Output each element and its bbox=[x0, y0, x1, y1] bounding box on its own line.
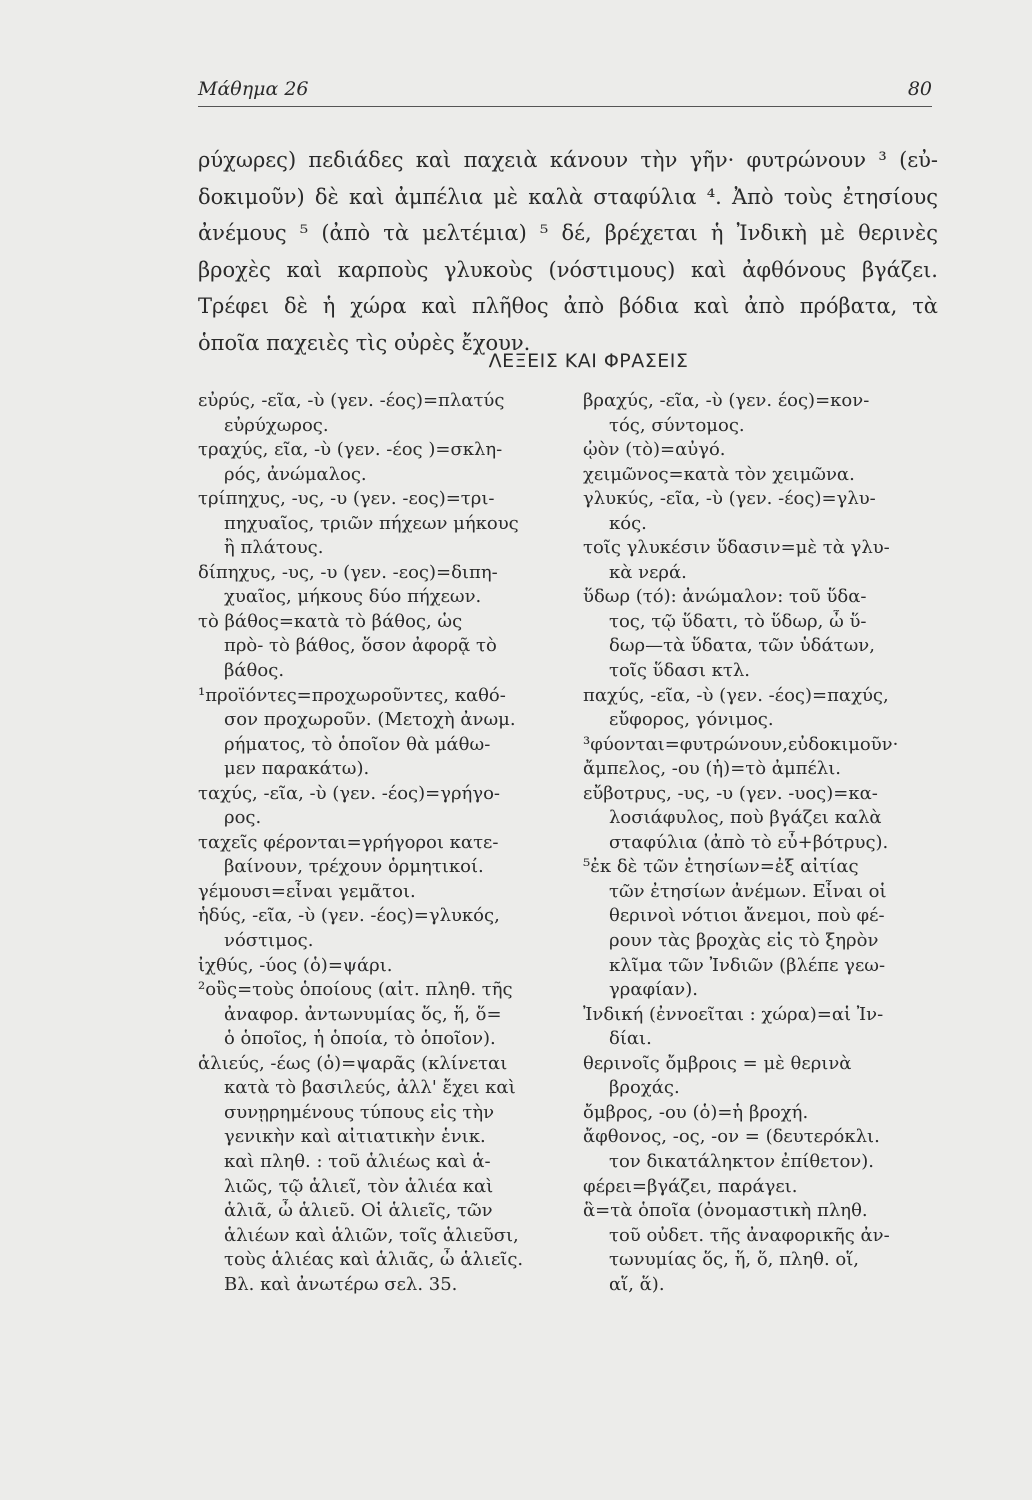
vocabulary-line: τοῖς γλυκέσιν ὕδασιν=μὲ τὰ γλυ- bbox=[583, 537, 890, 559]
vocabulary-line: Ἰνδική (ἐννοεῖται : χώρα)=αἱ Ἰν- bbox=[583, 1003, 884, 1025]
vocabulary-line: ρός, ἀνώμαλος. bbox=[224, 463, 367, 485]
vocabulary-line: αἵ, ἅ). bbox=[609, 1273, 665, 1295]
vocabulary-line: εὐρύχωρος. bbox=[224, 414, 329, 436]
vocabulary-line: ³φύονται=φυτρώνουν,εὐδοκιμοῦν· bbox=[583, 733, 899, 755]
vocabulary-line: τὸ βάθος=κατὰ τὸ βάθος, ὡς bbox=[198, 610, 463, 632]
vocabulary-line: εὐρύς, -εῖα, -ὺ (γεν. -έος)=πλατύς bbox=[198, 390, 505, 411]
intro-line: βροχὲς καὶ καρποὺς γλυκοὺς (νόστιμους) καὶ ἀφθόνους βγάζει. bbox=[198, 257, 938, 282]
vocabulary-line: ἢ πλάτους. bbox=[224, 537, 324, 559]
vocabulary-line: τωνυμίας ὅς, ἥ, ὅ, πληθ. οἵ, bbox=[609, 1249, 860, 1271]
vocabulary-line: ρος. bbox=[224, 807, 262, 829]
vocabulary-line: εὔβοτρυς, -υς, -υ (γεν. -υος)=κα- bbox=[583, 782, 878, 804]
vocabulary-line: βάθος. bbox=[224, 660, 285, 682]
vocabulary-line: Βλ. καὶ ἀνωτέρω σελ. 35. bbox=[224, 1273, 458, 1295]
vocabulary-line: κλῖμα τῶν Ἰνδιῶν (βλέπε γεω- bbox=[609, 954, 886, 976]
vocabulary-line: ἁλιᾶ, ὦ ἁλιεῦ. Οἱ ἁλιεῖς, τῶν bbox=[224, 1200, 493, 1222]
vocabulary-line: εὔφορος, γόνιμος. bbox=[609, 709, 774, 731]
vocabulary-line: μεν παρακάτω). bbox=[224, 758, 370, 780]
vocabulary-line: ταχεῖς φέρονται=γρήγοροι κατε- bbox=[198, 831, 499, 853]
vocabulary-line: γέμουσι=εἶναι γεμᾶτοι. bbox=[198, 880, 416, 902]
vocabulary-line: χυαῖος, μήκους δύο πήχεων. bbox=[224, 586, 482, 608]
vocabulary-line: θερινοὶ νότιοι ἄνεμοι, ποὺ φέ- bbox=[609, 905, 885, 927]
vocabulary-line: ἄμπελος, -ου (ἡ)=τὸ ἀμπέλι. bbox=[583, 758, 841, 780]
page-number: 80 bbox=[907, 78, 932, 100]
vocabulary-line: χειμῶνος=κατὰ τὸν χειμῶνα. bbox=[583, 463, 855, 485]
vocabulary-line: ²οὓς=τοὺς ὁποίους (αἰτ. πληθ. τῆς bbox=[198, 979, 513, 1001]
vocabulary-line: ἁλιεύς, -έως (ὁ)=ψαρᾶς (κλίνεται bbox=[198, 1052, 508, 1074]
vocabulary-line: δίαι. bbox=[609, 1028, 652, 1050]
vocabulary-line: πηχυαῖος, τριῶν πήχεων μήκους bbox=[224, 512, 519, 534]
vocabulary-line: ὄμβρος, -ου (ὁ)=ἡ βροχή. bbox=[583, 1101, 809, 1123]
vocabulary-line: καὶ πληθ. : τοῦ ἁλιέως καὶ ἁ- bbox=[224, 1150, 491, 1172]
vocabulary-line: γραφίαν). bbox=[609, 979, 698, 1001]
vocabulary-line: τραχύς, εῖα, -ὺ (γεν. -έος )=σκλη- bbox=[198, 439, 503, 461]
vocabulary-line: φέρει=βγάζει, παράγει. bbox=[583, 1175, 798, 1197]
vocabulary-line: σταφύλια (ἀπὸ τὸ εὖ+βότρυς). bbox=[609, 831, 889, 853]
vocabulary-line: βαίνουν, τρέχουν ὁρμητικοί. bbox=[224, 856, 484, 878]
header-rule bbox=[198, 106, 932, 107]
vocabulary-line: ἁλιέων καὶ ἁλιῶν, τοῖς ἁλιεῦσι, bbox=[224, 1224, 519, 1246]
vocabulary-line: δωρ—τὰ ὕδατα, τῶν ὑδάτων, bbox=[609, 635, 875, 657]
vocabulary-line: ρουν τὰς βροχὰς εἰς τὸ ξηρὸν bbox=[609, 930, 879, 952]
vocabulary-line: γλυκύς, -εῖα, -ὺ (γεν. -έος)=γλυ- bbox=[583, 488, 876, 510]
intro-line: Τρέφει δὲ ἡ χώρα καὶ πλῆθος ἀπὸ βόδια καὶ ἀπὸ πρόβατα, τὰ bbox=[198, 294, 938, 318]
intro-paragraph bbox=[198, 142, 938, 361]
intro-line: δοκιμοῦν) δὲ καὶ ἀμπέλια μὲ καλὰ σταφύλια ⁴. Ἀπὸ τοὺς ἐτησίους bbox=[198, 184, 938, 209]
vocabulary-line: γενικὴν καὶ αἰτιατικὴν ἑνικ. bbox=[224, 1126, 486, 1148]
vocabulary-line: πρὸ- τὸ βάθος, ὅσον ἀφορᾷ τὸ bbox=[224, 635, 497, 657]
section-title: ΛΕΞΕΙΣ ΚΑΙ ΦΡΑΣΕΙΣ bbox=[488, 350, 689, 372]
vocabulary-line: θερινοῖς ὄμβροις = μὲ θερινὰ bbox=[583, 1052, 852, 1074]
vocabulary-line: σον προχωροῦν. (Μετοχὴ ἀνωμ. bbox=[224, 709, 516, 731]
page-header bbox=[198, 78, 932, 108]
intro-line: ἀνέμους ⁵ (ἀπὸ τὰ μελτέμια) ⁵ δέ, βρέχεται ἡ Ἰνδικὴ μὲ θερινὲς bbox=[198, 221, 938, 245]
vocabulary-line: τον δικατάληκτον ἐπίθετον). bbox=[609, 1150, 874, 1172]
vocabulary-line: τοῖς ὕδασι κτλ. bbox=[609, 660, 750, 682]
vocabulary-line: λοσιάφυλος, ποὺ βγάζει καλὰ bbox=[609, 807, 882, 829]
vocabulary-line: νόστιμος. bbox=[224, 930, 314, 952]
vocabulary-line: ἡδύς, -εῖα, -ὺ (γεν. -έος)=γλυκός, bbox=[198, 905, 500, 927]
vocabulary-line: τοὺς ἁλιέας καὶ ἁλιᾶς, ὦ ἁλιεῖς. bbox=[224, 1249, 524, 1271]
vocabulary-line: τρίπηχυς, -υς, -υ (γεν. -εος)=τρι- bbox=[198, 488, 495, 510]
vocabulary-line: ἀναφορ. ἀντωνυμίας ὅς, ἥ, ὅ= bbox=[224, 1003, 502, 1025]
vocabulary-line: ταχύς, -εῖα, -ὺ (γεν. -έος)=γρήγο- bbox=[198, 782, 501, 804]
vocabulary-line: τος, τῷ ὕδατι, τὸ ὕδωρ, ὦ ὕ- bbox=[609, 610, 867, 632]
vocabulary-line: ρήματος, τὸ ὁποῖον θὰ μάθω- bbox=[224, 733, 491, 755]
vocabulary-line: ⁵ἐκ δὲ τῶν ἐτησίων=ἐξ αἰτίας bbox=[583, 856, 859, 878]
vocabulary-line: βραχύς, -εῖα, -ὺ (γεν. έος)=κον- bbox=[583, 390, 870, 411]
vocabulary-line: ὕδωρ (τό): ἀνώμαλον: τοῦ ὕδα- bbox=[583, 586, 867, 608]
vocabulary-line: ὁ ὁποῖος, ἡ ὁποία, τὸ ὁποῖον). bbox=[224, 1028, 496, 1050]
vocabulary-line: τός, σύντομος. bbox=[609, 414, 745, 436]
vocabulary-line: κὰ νερά. bbox=[609, 561, 687, 583]
intro-line: ὁποῖα παχειὲς τὶς οὐρὲς ἔχουν. bbox=[198, 330, 531, 355]
vocabulary-line: συνῃρημένους τύπους εἰς τὴν bbox=[224, 1101, 495, 1123]
vocabulary-column-right bbox=[583, 389, 938, 1297]
vocabulary-line: ἄφθονος, -ος, -ον = (δευτερόκλι. bbox=[583, 1126, 880, 1148]
lesson-title: Μάθημα 26 bbox=[198, 78, 309, 100]
vocabulary-line: βροχάς. bbox=[609, 1077, 680, 1099]
vocabulary-column-left bbox=[198, 389, 550, 1297]
vocabulary-line: τῶν ἐτησίων ἀνέμων. Εἶναι οἱ bbox=[609, 880, 887, 902]
vocabulary-line: ἃ=τὰ ὁποῖα (ὀνομαστικὴ πληθ. bbox=[583, 1200, 868, 1222]
vocabulary-line: ¹προϊόντες=προχωροῦντες, καθό- bbox=[198, 684, 506, 706]
vocabulary-line: δίπηχυς, -υς, -υ (γεν. -εος)=διπη- bbox=[198, 561, 498, 583]
vocabulary-line: ᾠὸν (τὸ)=αὐγό. bbox=[583, 439, 726, 461]
vocabulary-line: παχύς, -εῖα, -ὺ (γεν. -έος)=παχύς, bbox=[583, 684, 889, 706]
vocabulary-line: κός. bbox=[609, 512, 647, 534]
vocabulary-line: λιῶς, τῷ ἁλιεῖ, τὸν ἁλιέα καὶ bbox=[224, 1175, 494, 1197]
intro-line: ρύχωρες) πεδιάδες καὶ παχειὰ κάνουν τὴν γῆν· φυτρώνουν ³ (εὐ- bbox=[198, 148, 938, 172]
vocabulary-line: ἰχθύς, -ύος (ὁ)=ψάρι. bbox=[198, 954, 393, 976]
vocabulary-line: κατὰ τὸ βασιλεύς, ἀλλ' ἔχει καὶ bbox=[224, 1077, 516, 1099]
vocabulary-line: τοῦ οὐδετ. τῆς ἀναφορικῆς ἀν- bbox=[609, 1224, 890, 1246]
